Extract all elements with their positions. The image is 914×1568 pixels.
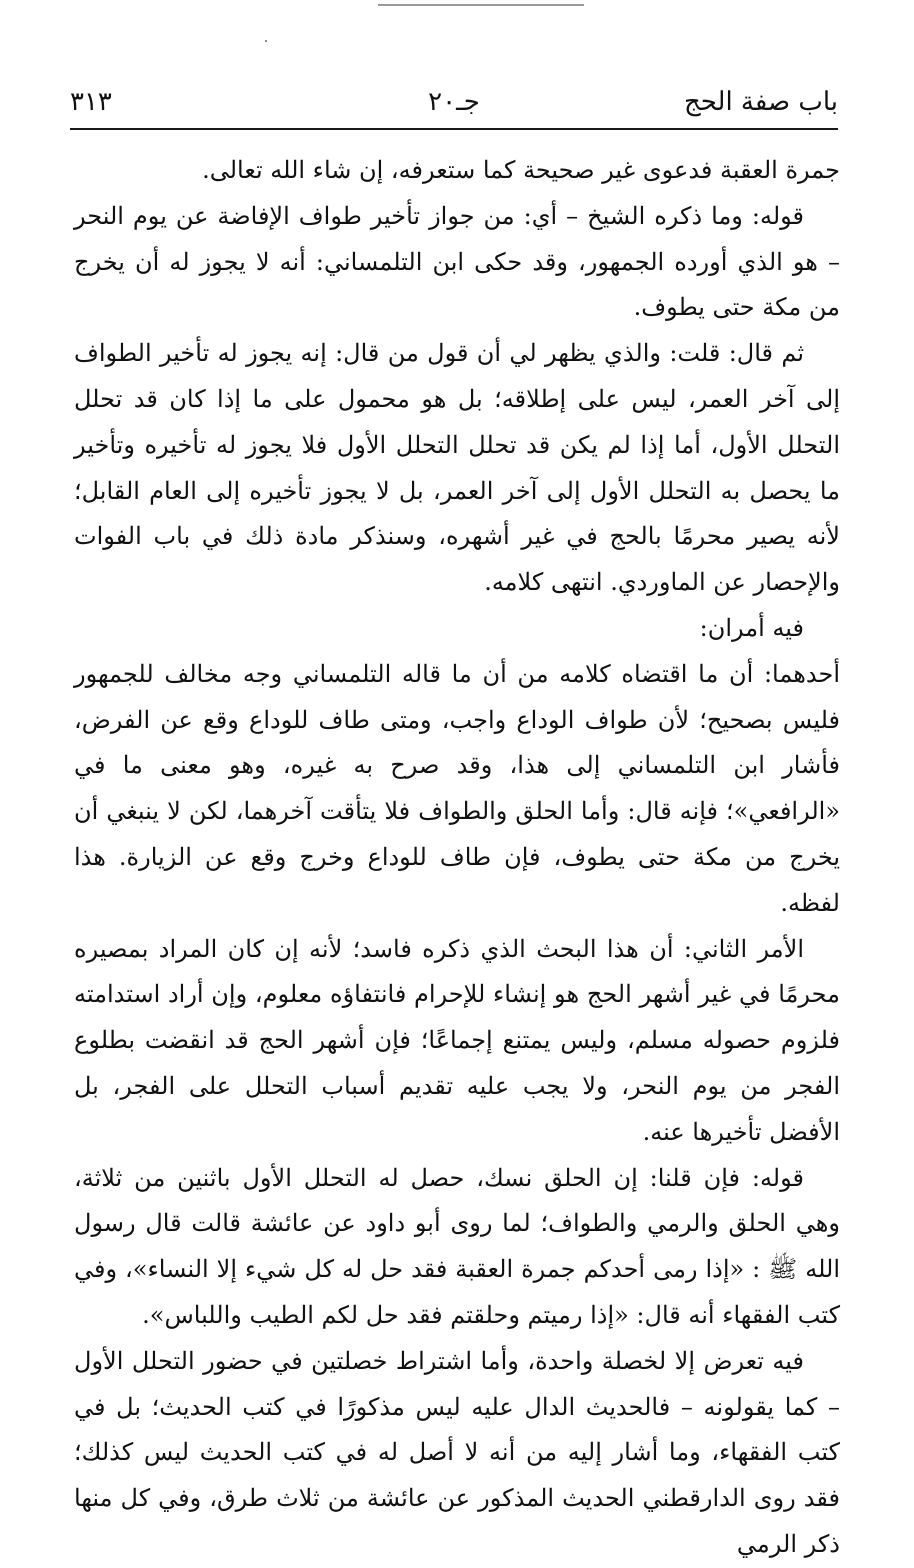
top-scan-rule (378, 4, 584, 6)
chapter-title: باب صفة الحج (683, 87, 838, 117)
paragraph: قوله: وما ذكره الشيخ – أي: من جواز تأخير طواف الإفاضة عن يوم النحر – هو الذي أورده الجمهور، وقد حكى ابن التلمساني: أنه لا يجوز له أن يخرج من مكة حتى يطوف. (74, 201, 840, 322)
paragraph: ثم قال: قلت: والذي يظهر لي أن قول من قال: إنه يجوز له تأخير الطواف إلى آخر العمر، ليس على إطلاقه؛ بل هو محمول على ما إذا كان قد تحلل التحلل الأول، أما إذا لم يكن قد تحلل التحلل الأول فلا يجوز له تأخيره وتأخير ما يحصل به التحلل الأول إلى آخر العمر، بل لا يجوز تأخيره إلى العام القابل؛ لأنه يصير محرمًا بالحج في غير أشهره، وسنذكر مادة ذلك في باب الفوات والإحصار عن الماوردي. انتهى كلامه. (74, 339, 840, 597)
volume-label: جـ٢٠ (428, 87, 480, 117)
paragraph: أحدهما: أن ما اقتضاه كلامه من أن ما قاله التلمساني وجه مخالف للجمهور فليس بصحيح؛ لأن طواف الوداع واجب، ومتى طاف للوداع وقع عن الفرض، فأشار ابن التلمساني إلى هذا، وقد صرح به غيره، وهو معنى ما في «الرافعي»؛ فإنه قال: وأما الحلق والطواف فلا يتأقت آخرهما، لكن لا ينبغي أن يخرج من مكة حتى يطوف، فإن طاف للوداع وخرج وقع عن الزيارة. هذا لفظه. (74, 659, 840, 917)
paragraph-continuation: جمرة العقبة فدعوى غير صحيحة كما ستعرفه، إن شاء الله تعالى. (202, 156, 840, 184)
page-header (70, 82, 838, 128)
header-divider (70, 128, 838, 130)
page-number: ٣١٣ (70, 87, 112, 117)
paragraph: فيه أمران: (699, 613, 804, 642)
page-body (74, 148, 840, 1568)
paragraph: الأمر الثاني: أن هذا البحث الذي ذكره فاسد؛ لأنه إن كان المراد بمصيره محرمًا في غير أشهر الحج هو إنشاء للإحرام فانتفاؤه معلوم، وإن أراد استدامته فلزوم حصوله مسلم، وليس يمتنع إجماعًا؛ فإن أشهر الحج قد انقضت بطلوع الفجر من يوم النحر، ولا يجب عليه تقديم أسباب التحلل على الفجر، بل الأفضل تأخيرها عنه. (74, 934, 840, 1146)
paragraph: فيه تعرض إلا لخصلة واحدة، وأما اشتراط خصلتين في حضور التحلل الأول – كما يقولونه – فالحديث الدال عليه ليس مذكورًا في كتب الحديث؛ بل في كتب الفقهاء، وما أشار إليه من أنه لا أصل له في كتب الحديث ليس كذلك؛ فقد روى الدارقطني الحديث المذكور عن عائشة من ثلاث طرق، وفي كل منها ذكر الرمي (74, 1346, 840, 1558)
scan-speck (265, 40, 267, 42)
paragraph: قوله: فإن قلنا: إن الحلق نسك، حصل له التحلل الأول باثنين من ثلاثة، وهي الحلق والرمي والطواف؛ لما روى أبو داود عن عائشة قالت قال رسول الله ﷺ : «إذا رمى أحدكم جمرة العقبة فقد حل له كل شيء إلا النساء»، وفي كتب الفقهاء أنه قال: «إذا رميتم وحلقتم فقد حل لكم الطيب واللباس». (74, 1163, 840, 1329)
